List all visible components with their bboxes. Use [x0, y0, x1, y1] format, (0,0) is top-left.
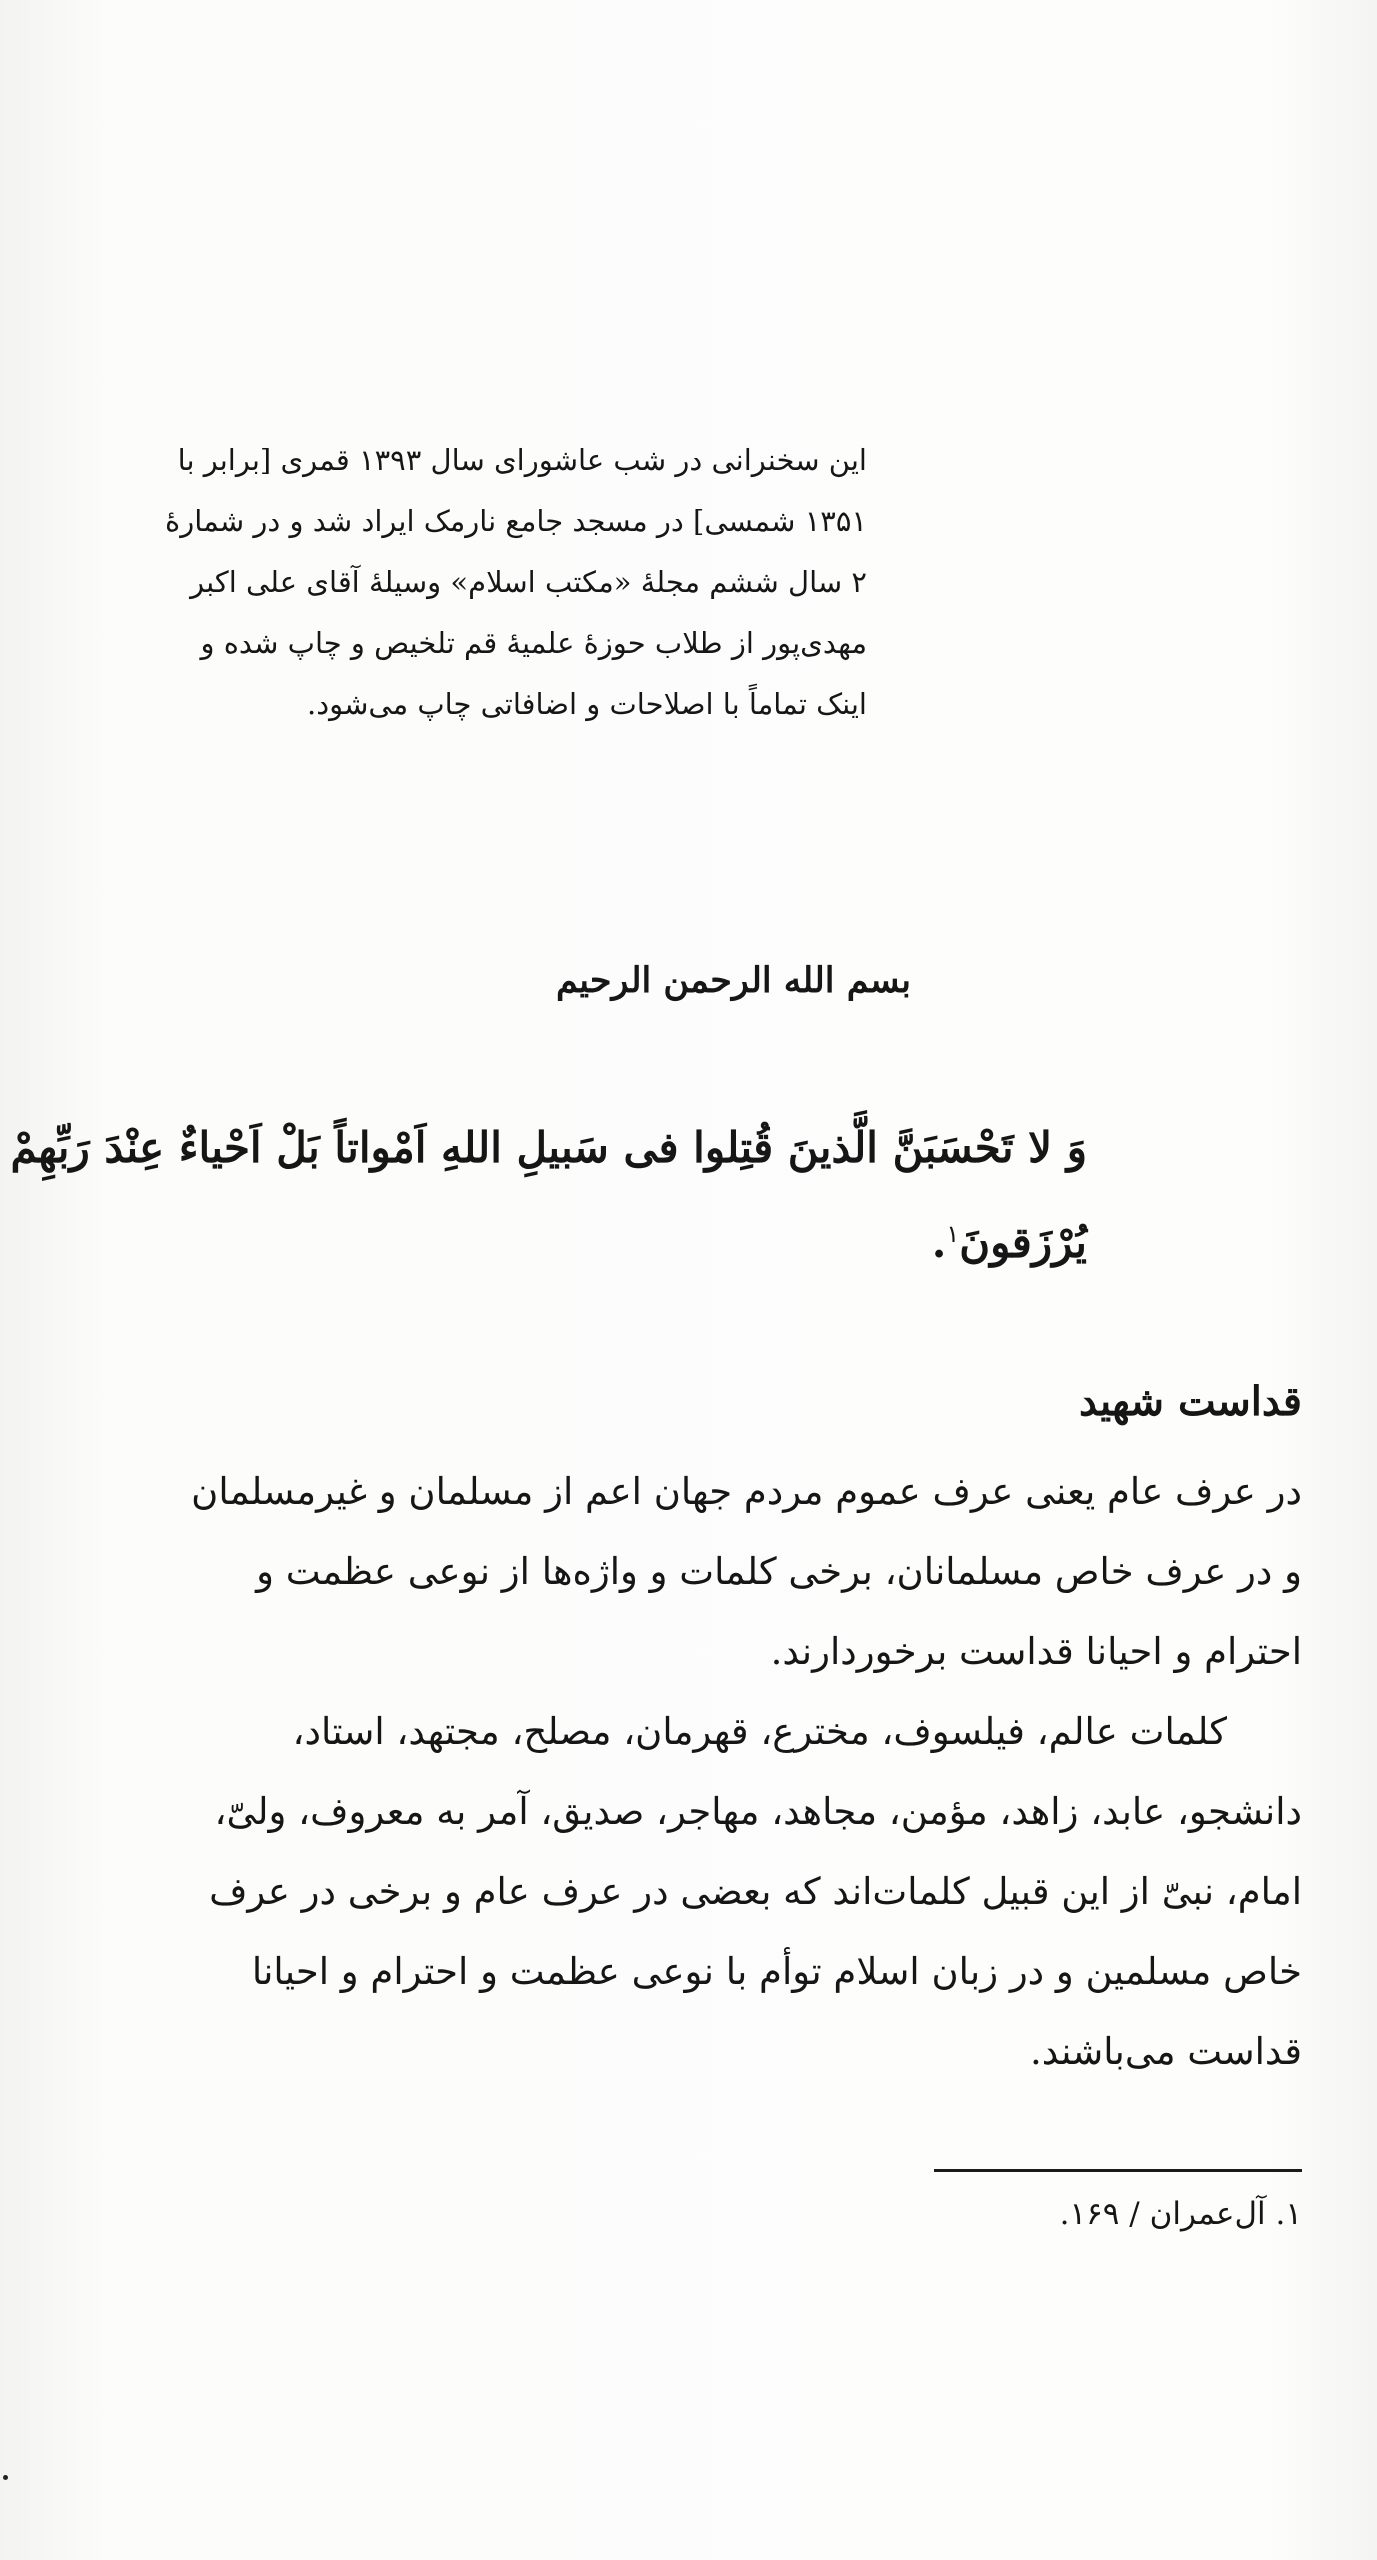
intro-note-line: ۲ سال ششم مجلۀ «مکتب اسلام» وسیلۀ آقای علی اکبر — [190, 565, 867, 599]
intro-note — [165, 430, 867, 735]
body-line: امام، نبیّ از این قبیل کلمات‌اند که بعضی در عرف عام و برخی در عرف — [209, 1870, 1302, 1913]
intro-note-line: ۱۳۵۱ شمسی] در مسجد جامع نارمک ایراد شد و در شمارۀ — [165, 504, 867, 538]
body-line: کلمات عالم، فیلسوف، مخترع، قهرمان، مصلح، مجتهد، استاد، — [292, 1710, 1227, 1753]
footnote-divider — [934, 2169, 1302, 2172]
page-speck — [3, 2475, 8, 2480]
body-line: و در عرف خاص مسلمانان، برخی کلمات و واژه‌ها از نوعی عظمت و — [256, 1550, 1302, 1593]
body-line: دانشجو، عابد، زاهد، مؤمن، مجاهد، مهاجر، صدیق، آمر به معروف، ولیّ، — [214, 1790, 1302, 1833]
footnote-reference: ۱ — [946, 1220, 960, 1248]
verse-line-2 — [167, 1191, 1087, 1286]
intro-note-line: مهدی‌پور از طلاب حوزۀ علمیۀ قم تلخیص و چاپ شده و — [200, 626, 867, 660]
verse-line-2-text: یُرْزَقونَ — [959, 1218, 1087, 1267]
section-heading: قداست شهید — [1079, 1378, 1302, 1425]
quran-verse — [10, 1105, 1087, 1286]
body-text — [182, 1452, 1302, 2092]
body-line: قداست می‌باشند. — [1029, 2030, 1302, 2073]
body-line: در عرف عام یعنی عرف عموم مردم جهان اعم از مسلمان و غیرمسلمان — [191, 1470, 1302, 1513]
verse-line-1: وَ لا تَحْسَبَنَّ الَّذینَ قُتِلوا فی سَبیلِ اللهِ اَمْواتاً بَلْ اَحْیاءٌ عِنْدَ رَبِّهِمْ — [10, 1123, 1087, 1172]
body-line: احترام و احیانا قداست برخوردارند. — [770, 1630, 1302, 1673]
body-line: خاص مسلمین و در زبان اسلام توأم با نوعی عظمت و احترام و احیانا — [251, 1950, 1302, 1993]
footnote: ۱. آل‌عمران / ۱۶۹. — [1059, 2196, 1302, 2232]
verse-period: . — [931, 1218, 947, 1267]
intro-note-line: این سخنرانی در شب عاشورای سال ۱۳۹۳ قمری [برابر با — [177, 443, 867, 477]
intro-note-line: اینک تماماً با اصلاحات و اضافاتی چاپ می‌شود. — [306, 687, 867, 721]
basmala: بسم الله الرحمن الرحیم — [556, 960, 911, 1001]
